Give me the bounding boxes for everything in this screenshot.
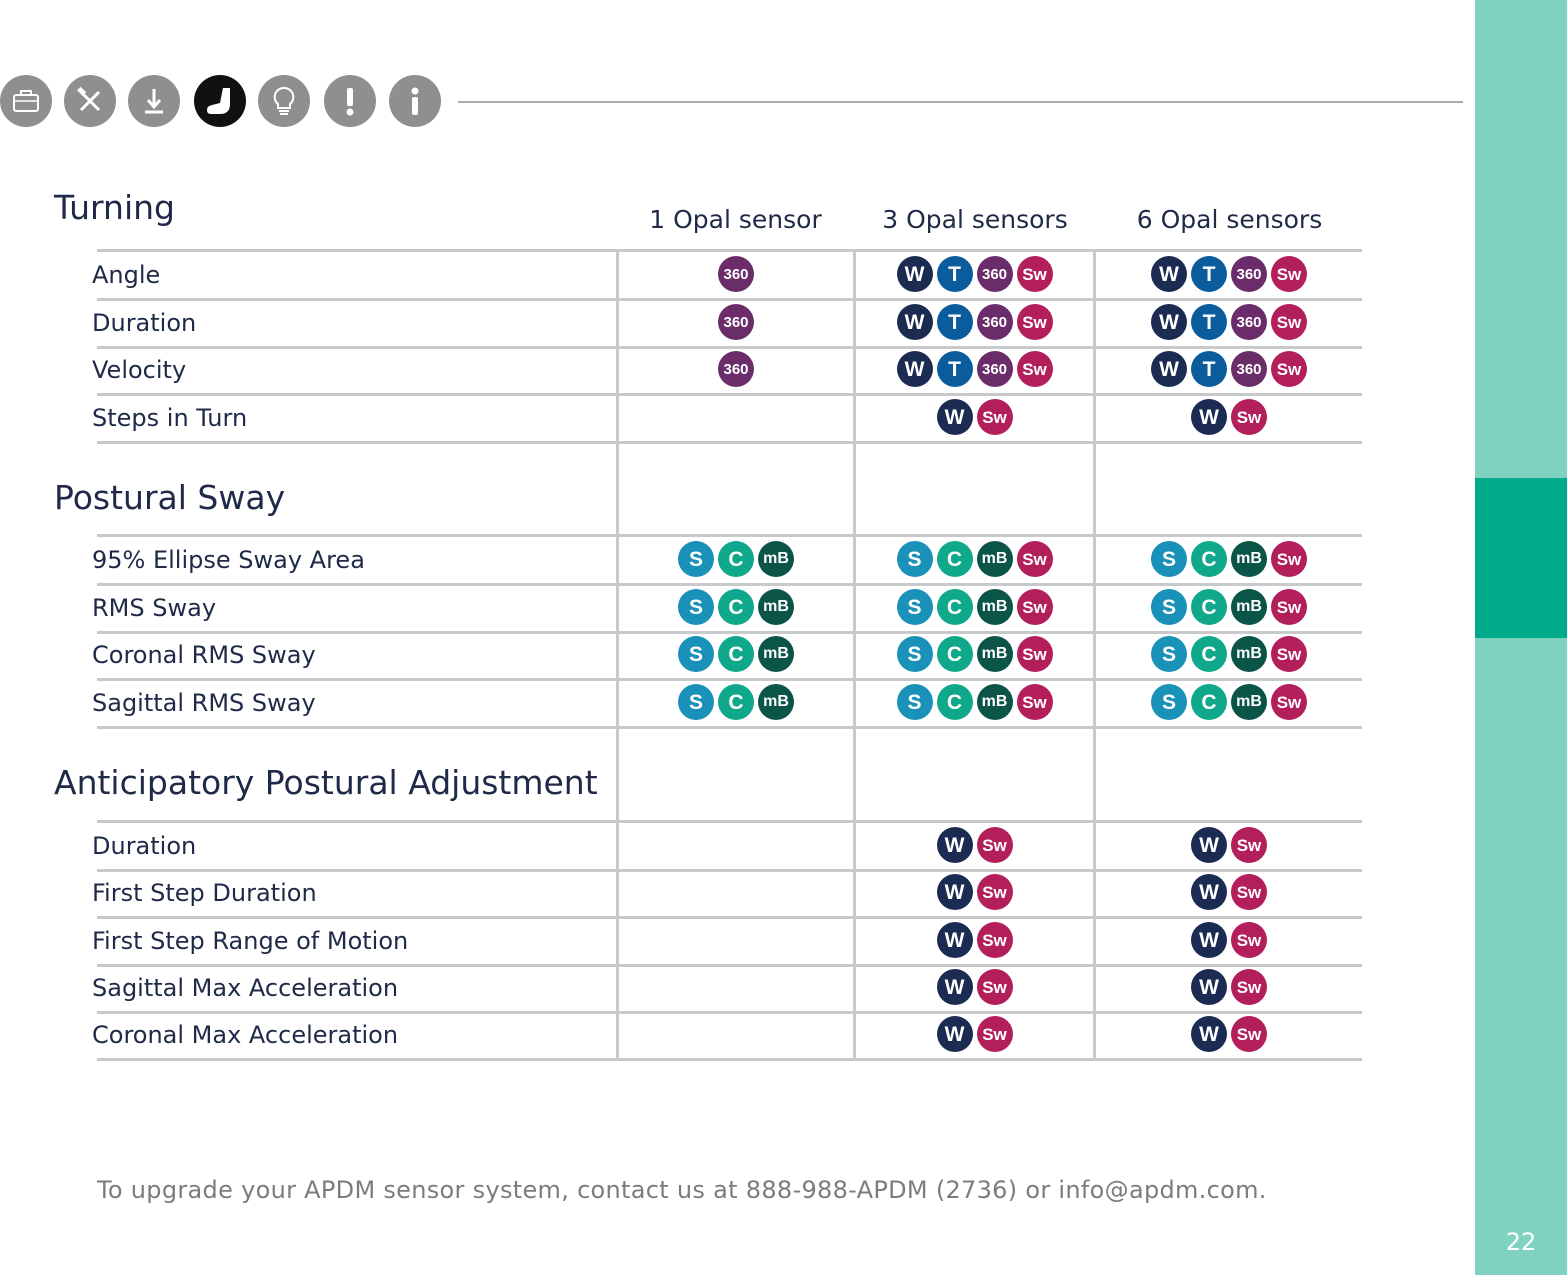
sensor-badge-c: C xyxy=(937,636,973,672)
sensor-badge-w: W xyxy=(937,874,973,910)
sensor-badge-s: S xyxy=(678,541,714,577)
sensor-badge-w: W xyxy=(897,304,933,340)
header-rule xyxy=(458,101,1463,103)
sensor-badge-mb: mB xyxy=(977,589,1013,625)
sensor-badge-t: T xyxy=(1191,256,1227,292)
sensor-badge-s: S xyxy=(897,541,933,577)
sensor-badge-c: C xyxy=(937,684,973,720)
sensor-cell-c3 xyxy=(856,825,1093,865)
sensor-badge-360: 360 xyxy=(718,304,754,340)
sensor-badge-w: W xyxy=(1191,1016,1227,1052)
sensor-cell-c1 xyxy=(619,587,853,627)
sensor-badge-360: 360 xyxy=(977,256,1013,292)
lightbulb-icon[interactable] xyxy=(258,75,310,127)
sensor-badge-w: W xyxy=(1191,827,1227,863)
sensor-badge-sw: Sw xyxy=(1231,827,1267,863)
sensor-cell-c1 xyxy=(619,302,853,342)
sensor-badge-sw: Sw xyxy=(1017,684,1053,720)
row-divider xyxy=(97,298,1362,301)
sensor-badge-c: C xyxy=(1191,541,1227,577)
row-divider xyxy=(97,534,1362,537)
row-label: Steps in Turn xyxy=(92,404,248,432)
sensor-cell-c1 xyxy=(619,967,853,1007)
sensor-badge-sw: Sw xyxy=(977,874,1013,910)
sensor-cell-c3 xyxy=(856,302,1093,342)
sensor-badge-360: 360 xyxy=(1231,351,1267,387)
row-divider xyxy=(97,249,1362,252)
row-label: Coronal Max Acceleration xyxy=(92,1021,399,1049)
sensor-badge-mb: mB xyxy=(1231,636,1267,672)
sensor-badge-c: C xyxy=(718,541,754,577)
sensor-badge-sw: Sw xyxy=(1271,636,1307,672)
sensor-badge-w: W xyxy=(937,922,973,958)
row-label: First Step Duration xyxy=(92,879,317,907)
sensor-cell-c6 xyxy=(1096,302,1362,342)
sensor-badge-360: 360 xyxy=(1231,256,1267,292)
column-header-6-sensors: 6 Opal sensors xyxy=(1136,205,1323,234)
sensor-badge-sw: Sw xyxy=(1231,874,1267,910)
row-divider xyxy=(97,820,1362,823)
sensor-cell-c1 xyxy=(619,254,853,294)
row-divider xyxy=(97,916,1362,919)
sensor-badge-mb: mB xyxy=(1231,541,1267,577)
sensor-cell-c1 xyxy=(619,349,853,389)
column-header-1-sensor: 1 Opal sensor xyxy=(649,205,822,234)
section-title-apa: Anticipatory Postural Adjustment xyxy=(54,763,598,802)
tools-icon[interactable] xyxy=(64,75,116,127)
row-divider xyxy=(97,393,1362,396)
sensor-badge-w: W xyxy=(1191,399,1227,435)
sock-icon[interactable] xyxy=(194,75,246,127)
column-divider xyxy=(1093,726,1096,822)
sensor-badge-mb: mB xyxy=(1231,589,1267,625)
sensor-cell-c1 xyxy=(619,397,853,437)
sensor-badge-w: W xyxy=(897,256,933,292)
sensor-cell-c6 xyxy=(1096,539,1362,579)
row-label: Sagittal Max Acceleration xyxy=(92,974,399,1002)
sensor-badge-sw: Sw xyxy=(977,399,1013,435)
sensor-badge-t: T xyxy=(937,351,973,387)
sensor-badge-360: 360 xyxy=(718,351,754,387)
sensor-cell-c3 xyxy=(856,682,1093,722)
sensor-badge-360: 360 xyxy=(977,351,1013,387)
sensor-cell-c6 xyxy=(1096,1014,1362,1054)
row-label: Duration xyxy=(92,832,197,860)
sensor-cell-c3 xyxy=(856,397,1093,437)
sensor-cell-c3 xyxy=(856,1014,1093,1054)
sensor-cell-c6 xyxy=(1096,397,1362,437)
sensor-cell-c1 xyxy=(619,1014,853,1054)
sensor-cell-c3 xyxy=(856,254,1093,294)
sensor-badge-sw: Sw xyxy=(1271,256,1307,292)
sensor-badge-c: C xyxy=(718,589,754,625)
sensor-badge-sw: Sw xyxy=(1231,969,1267,1005)
sensor-badge-sw: Sw xyxy=(1017,636,1053,672)
row-label: First Step Range of Motion xyxy=(92,927,409,955)
sensor-badge-t: T xyxy=(937,256,973,292)
sensor-cell-c1 xyxy=(619,634,853,674)
row-label: RMS Sway xyxy=(92,594,217,622)
row-divider xyxy=(97,441,1362,444)
sensor-badge-t: T xyxy=(1191,304,1227,340)
sensor-badge-c: C xyxy=(1191,636,1227,672)
row-divider xyxy=(97,678,1362,681)
sensor-cell-c6 xyxy=(1096,920,1362,960)
sensor-badge-w: W xyxy=(1151,256,1187,292)
sensor-cell-c6 xyxy=(1096,967,1362,1007)
sensor-badge-sw: Sw xyxy=(1271,684,1307,720)
sensor-cell-c6 xyxy=(1096,825,1362,865)
sensor-badge-sw: Sw xyxy=(1271,541,1307,577)
sensor-badge-360: 360 xyxy=(977,304,1013,340)
sensor-badge-mb: mB xyxy=(977,541,1013,577)
row-label: Angle xyxy=(92,261,161,289)
sensor-cell-c1 xyxy=(619,825,853,865)
sensor-badge-mb: mB xyxy=(977,684,1013,720)
sensor-badge-w: W xyxy=(937,399,973,435)
sensor-badge-sw: Sw xyxy=(1231,922,1267,958)
side-tab-strip xyxy=(1475,0,1567,1275)
sensor-badge-w: W xyxy=(937,827,973,863)
sensor-badge-sw: Sw xyxy=(977,1016,1013,1052)
sensor-cell-c6 xyxy=(1096,254,1362,294)
sensor-badge-w: W xyxy=(937,969,973,1005)
column-divider xyxy=(616,441,619,536)
sensor-cell-c6 xyxy=(1096,872,1362,912)
exclamation-icon[interactable] xyxy=(324,75,376,127)
side-tab-active[interactable] xyxy=(1475,478,1567,638)
row-divider xyxy=(97,726,1362,729)
sensor-cell-c1 xyxy=(619,920,853,960)
sensor-badge-mb: mB xyxy=(758,636,794,672)
sensor-badge-c: C xyxy=(718,636,754,672)
sensor-badge-sw: Sw xyxy=(1017,589,1053,625)
sensor-badge-sw: Sw xyxy=(1231,399,1267,435)
sensor-badge-sw: Sw xyxy=(977,969,1013,1005)
sensor-cell-c6 xyxy=(1096,634,1362,674)
sensor-cell-c3 xyxy=(856,539,1093,579)
sensor-badge-mb: mB xyxy=(977,636,1013,672)
row-label: Sagittal RMS Sway xyxy=(92,689,316,717)
sensor-badge-s: S xyxy=(1151,636,1187,672)
column-divider xyxy=(616,726,619,822)
sensor-badge-c: C xyxy=(1191,684,1227,720)
sensor-badge-w: W xyxy=(1151,351,1187,387)
sensor-badge-sw: Sw xyxy=(977,922,1013,958)
sensor-cell-c3 xyxy=(856,349,1093,389)
sensor-badge-sw: Sw xyxy=(977,827,1013,863)
sensor-cell-c3 xyxy=(856,967,1093,1007)
sensor-badge-t: T xyxy=(937,304,973,340)
sensor-badge-s: S xyxy=(897,589,933,625)
sensor-badge-sw: Sw xyxy=(1017,256,1053,292)
sensor-badge-mb: mB xyxy=(758,541,794,577)
column-divider xyxy=(853,726,856,822)
sensor-badge-sw: Sw xyxy=(1017,541,1053,577)
sensor-badge-mb: mB xyxy=(758,589,794,625)
sensor-cell-c6 xyxy=(1096,587,1362,627)
column-divider xyxy=(1093,441,1096,536)
sensor-badge-360: 360 xyxy=(718,256,754,292)
sensor-badge-w: W xyxy=(1191,874,1227,910)
sensor-badge-mb: mB xyxy=(1231,684,1267,720)
sensor-badge-c: C xyxy=(718,684,754,720)
sensor-badge-s: S xyxy=(678,684,714,720)
sensor-cell-c3 xyxy=(856,872,1093,912)
sensor-badge-w: W xyxy=(1151,304,1187,340)
column-header-3-sensors: 3 Opal sensors xyxy=(882,205,1068,234)
sensor-badge-s: S xyxy=(678,636,714,672)
row-divider xyxy=(97,1058,1362,1061)
sensor-badge-s: S xyxy=(1151,541,1187,577)
sensor-badge-c: C xyxy=(937,589,973,625)
sensor-cell-c3 xyxy=(856,634,1093,674)
sensor-badge-c: C xyxy=(937,541,973,577)
sensor-badge-sw: Sw xyxy=(1271,351,1307,387)
sensor-badge-sw: Sw xyxy=(1271,304,1307,340)
sensor-cell-c6 xyxy=(1096,682,1362,722)
sensor-badge-s: S xyxy=(678,589,714,625)
sensor-badge-s: S xyxy=(897,636,933,672)
sensor-cell-c6 xyxy=(1096,349,1362,389)
info-icon[interactable] xyxy=(389,75,441,127)
row-label: Velocity xyxy=(92,356,187,384)
sensor-badge-s: S xyxy=(1151,589,1187,625)
sensor-badge-t: T xyxy=(1191,351,1227,387)
column-divider xyxy=(853,441,856,536)
sensor-cell-c1 xyxy=(619,682,853,722)
footer-contact: To upgrade your APDM sensor system, contact us at 888-988-APDM (2736) or info@apdm.com. xyxy=(97,1176,1267,1204)
section-title-postural-sway: Postural Sway xyxy=(54,478,286,517)
sensor-cell-c3 xyxy=(856,587,1093,627)
sensor-badge-mb: mB xyxy=(758,684,794,720)
sensor-cell-c1 xyxy=(619,872,853,912)
sensor-badge-w: W xyxy=(897,351,933,387)
row-divider xyxy=(97,583,1362,586)
sensor-badge-w: W xyxy=(1191,969,1227,1005)
briefcase-icon[interactable] xyxy=(0,75,52,127)
sensor-badge-sw: Sw xyxy=(1271,589,1307,625)
sensor-badge-w: W xyxy=(937,1016,973,1052)
download-icon[interactable] xyxy=(128,75,180,127)
section-title-turning: Turning xyxy=(54,188,175,227)
sensor-cell-c3 xyxy=(856,920,1093,960)
sensor-cell-c1 xyxy=(619,539,853,579)
row-label: Coronal RMS Sway xyxy=(92,641,316,669)
page-number: 22 xyxy=(1505,1228,1537,1256)
sensor-badge-sw: Sw xyxy=(1231,1016,1267,1052)
sensor-badge-c: C xyxy=(1191,589,1227,625)
row-label: Duration xyxy=(92,309,197,337)
sensor-badge-s: S xyxy=(1151,684,1187,720)
sensor-badge-w: W xyxy=(1191,922,1227,958)
sensor-badge-360: 360 xyxy=(1231,304,1267,340)
row-label: 95% Ellipse Sway Area xyxy=(92,546,365,574)
sensor-badge-s: S xyxy=(897,684,933,720)
sensor-badge-sw: Sw xyxy=(1017,351,1053,387)
sensor-badge-sw: Sw xyxy=(1017,304,1053,340)
